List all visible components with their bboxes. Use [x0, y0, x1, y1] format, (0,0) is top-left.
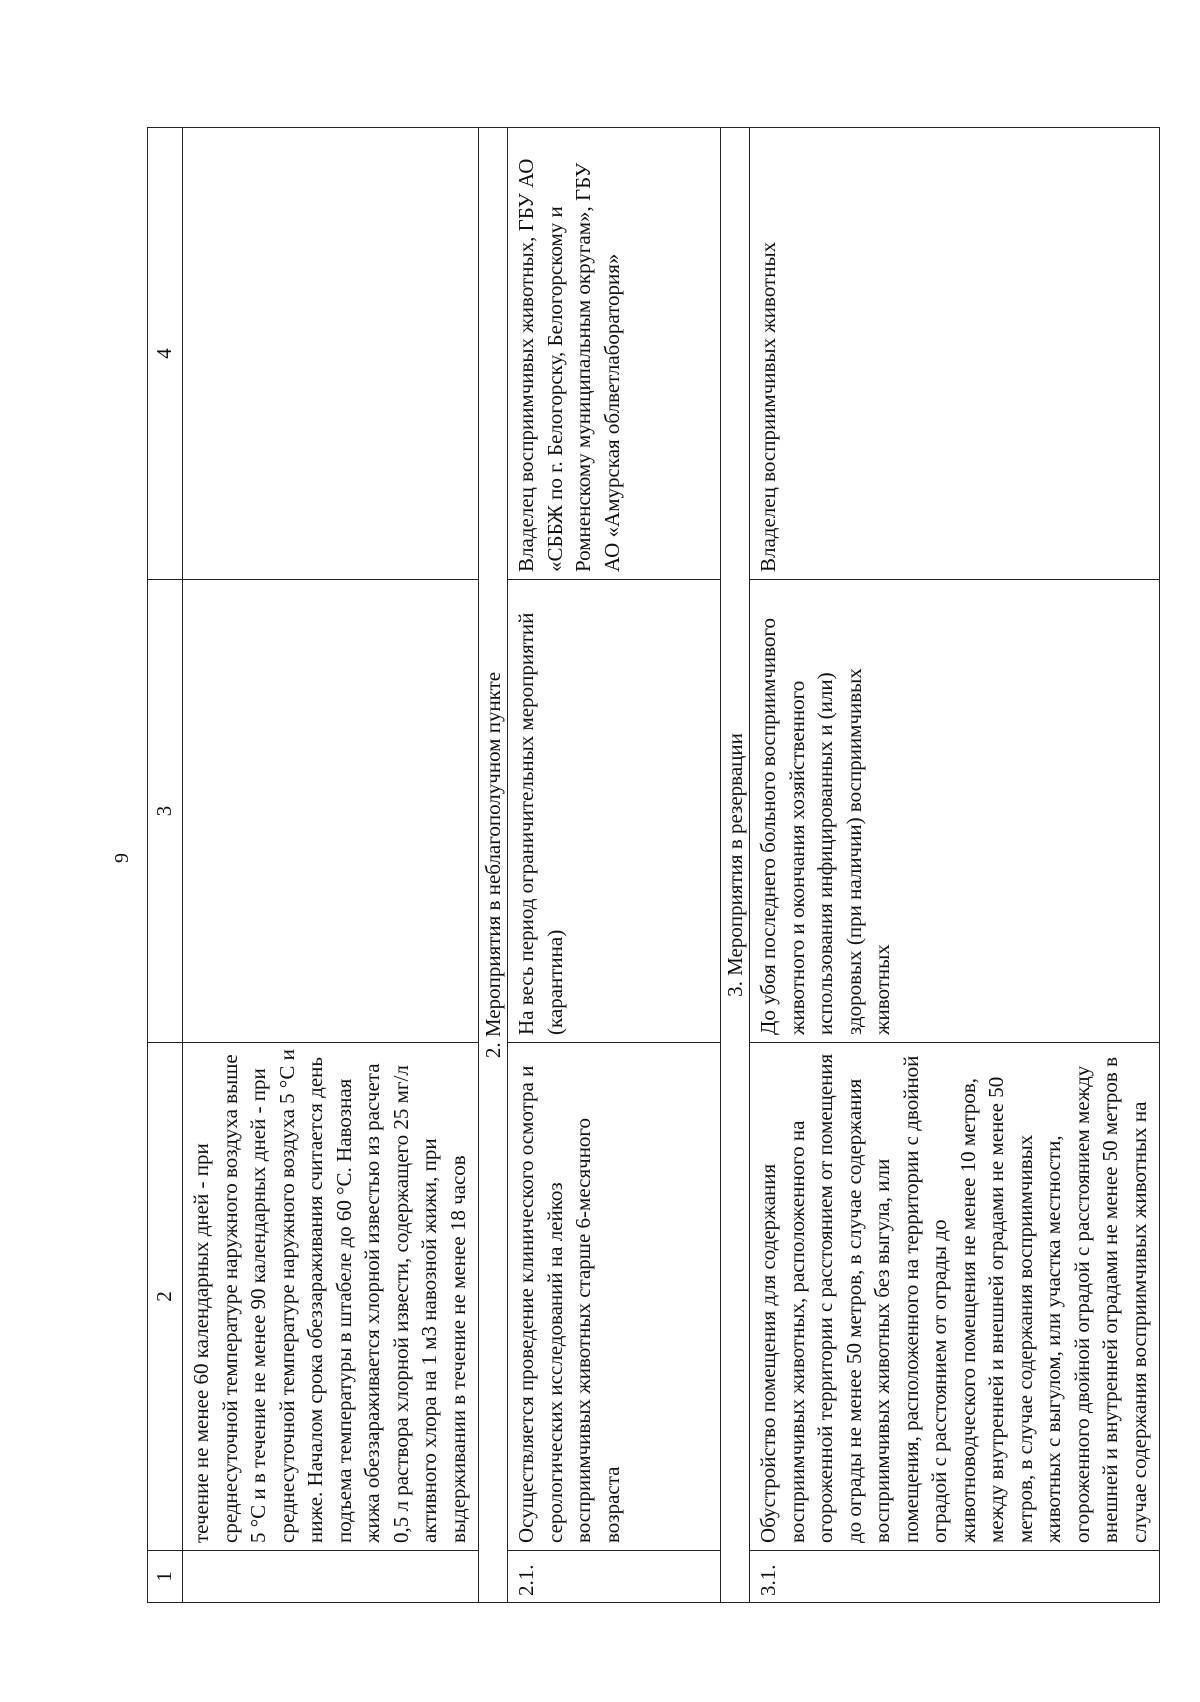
section-heading-row	[479, 128, 508, 1603]
measures-table	[147, 127, 1160, 1603]
column-number-2: 2	[148, 1043, 183, 1551]
section-title: 2. Мероприятия в неблагополучном пункте	[479, 128, 508, 1603]
measure-cell: Осуществляется проведение клинического осмотра и серологических исследований на лейкоз восприимчивых животных старше 6-месячного возраста	[508, 1043, 721, 1551]
measure-cell: Обустройство помещения для содержания восприимчивых животных, расположенного на огороженной территории с расстоянием от помещения до ограды не менее 50 метров, в случае содержания восприимчивых животных без выгула, или помещения, расположенного на территории с двойной оградой с расстоянием от ограды до животноводческого помещения не менее 10 метров, между внутренней и внешней оградами не менее 50 метров, в случае содержания восприимчивых животных с выгулом, или участка местности, огороженного двойной оградой с расстоянием между внешней и внутренней оградами не менее 50 метров в случае содержания восприимчивых животных на	[750, 1043, 1160, 1551]
table-row	[183, 128, 479, 1603]
section-title: 3. Мероприятия в резервации	[721, 128, 750, 1603]
column-number-3: 3	[148, 580, 183, 1043]
column-number-row	[148, 128, 183, 1603]
executor-cell: Владелец восприимчивых животных	[750, 128, 1160, 580]
column-number-4: 4	[148, 128, 183, 580]
section-heading-row	[721, 128, 750, 1603]
row-number: 3.1.	[750, 1551, 1160, 1603]
term-cell	[183, 580, 479, 1043]
executor-cell: Владелец восприимчивых животных, ГБУ АО «СББЖ по г. Белогорску, Белогорскому и Ромненскому муниципальным округам», ГБУ АО «Амурская облветлаборатория»	[508, 128, 721, 580]
row-number: 2.1.	[508, 1551, 721, 1603]
term-cell: На весь период ограничительных мероприятий (карантина)	[508, 580, 721, 1043]
table-row	[508, 128, 721, 1603]
row-number	[183, 1551, 479, 1603]
page-number: 9	[111, 853, 133, 863]
column-number-1: 1	[148, 1551, 183, 1603]
executor-cell	[183, 128, 479, 580]
measure-cell: течение не менее 60 календарных дней - при среднесуточной температуре наружного воздуха выше 5 °С и в течение не менее 90 календарных дней - при среднесуточной температуре наружного воздуха 5 °С и ниже. Началом срока обеззараживания считается день подъема температуры в штабеле до 60 °С. Навозная жижа обеззараживается хлорной известью из расчета 0,5 л раствора хлорной извести, содержащего 25 мг/л активного хлора на 1 м3 навозной жижи, при выдерживании в течение не менее 18 часов	[183, 1043, 479, 1551]
rotated-table-container	[147, 128, 1151, 1603]
term-cell: До убоя последнего больного восприимчивого животного и окончания хозяйственного использования инфицированных и (или) здоровых (при наличии) восприимчивых животных	[750, 580, 1160, 1043]
table-row	[750, 128, 1160, 1603]
